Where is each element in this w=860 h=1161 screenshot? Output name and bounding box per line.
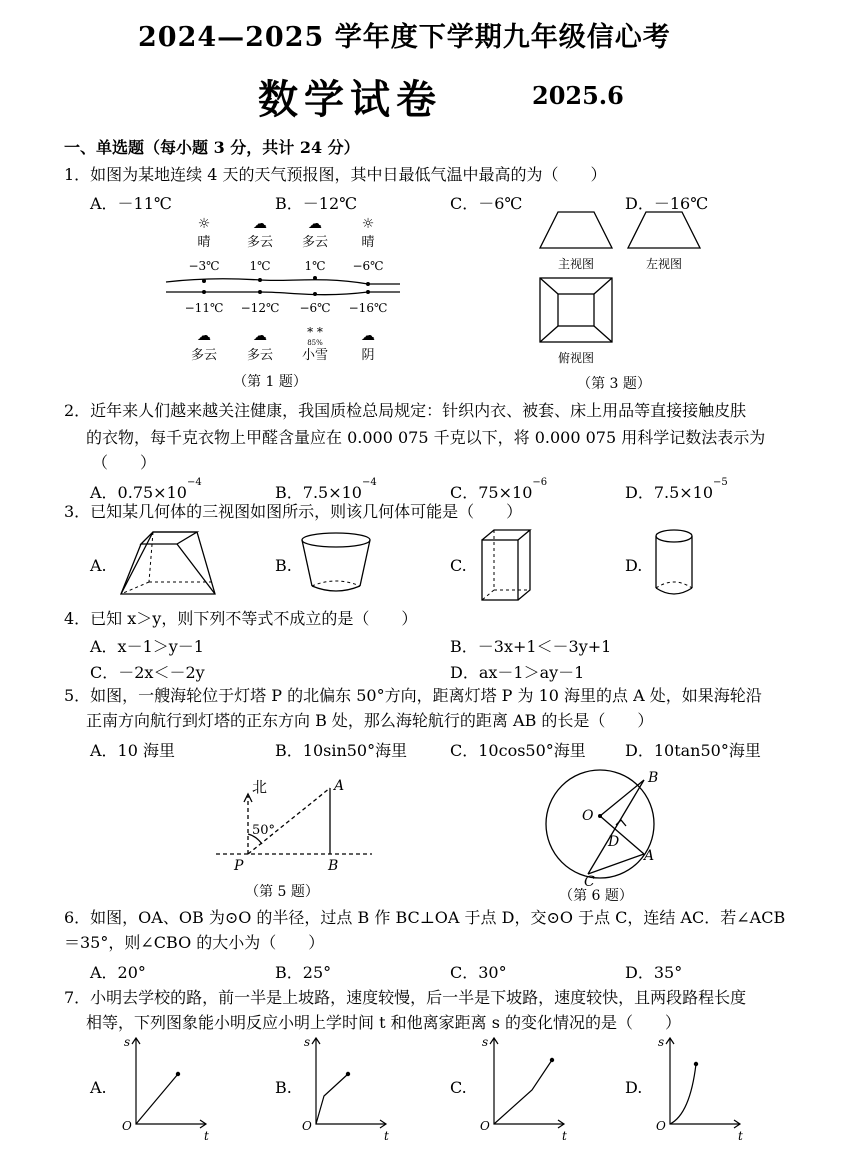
axis-t-label: t — [204, 1129, 209, 1143]
point-c-label: C — [584, 874, 595, 890]
weather-label: 多云 — [190, 348, 218, 363]
subject-title: 数学试卷 — [258, 76, 442, 123]
point-b-label: B — [648, 770, 659, 786]
q4-option-c: C．－2x＜－2y — [90, 663, 205, 682]
origin-label: O — [656, 1119, 666, 1133]
svg-text:☼: ☼ — [197, 216, 211, 232]
temp-dot — [258, 278, 262, 282]
figure-caption: （第 5 题） — [245, 884, 319, 900]
snow-icon: * * — [307, 325, 323, 339]
exam-title: 2024—2025 学年度下学期九年级信心考 — [138, 22, 671, 53]
q3-option-b: B. — [275, 556, 292, 575]
q1-option-d: D．－16℃ — [625, 194, 709, 213]
end-point — [694, 1062, 698, 1066]
q7-option-d: D. — [625, 1078, 643, 1097]
axis-t-label: t — [384, 1129, 389, 1143]
q5-option-b: B．10sin50°海里 — [275, 741, 408, 760]
figure-caption: （第 1 题） — [233, 374, 307, 390]
section-heading: 一、单选题（每小题 3 分，共计 24 分） — [64, 138, 360, 157]
q3-option-c: C. — [450, 556, 467, 575]
q7-graph-a — [116, 1034, 216, 1144]
q2-line2: 的衣物，每千克衣物上甲醛含量应在 0.000 075 千克以下，将 0.000 075 用科学记数法表示为 — [86, 428, 766, 447]
weather-label: 多云 — [246, 348, 274, 363]
top-view-shape — [540, 278, 612, 342]
point-p-label: P — [234, 858, 244, 874]
q3-option-d: D. — [625, 556, 643, 575]
low-temp-line — [166, 292, 400, 295]
low-temp: −12℃ — [240, 301, 280, 315]
exam-date: 2025.6 — [532, 81, 624, 110]
q4-option-b: B．－3x+1＜－3y+1 — [450, 637, 612, 656]
sun-icon — [198, 216, 211, 232]
q3-option-a: A. — [90, 556, 107, 575]
end-point — [550, 1058, 554, 1062]
low-temp: −6℃ — [299, 301, 331, 315]
point-a-label: A — [644, 848, 655, 864]
cuboid-solid — [478, 526, 538, 606]
weather-label: 多云 — [246, 235, 274, 250]
q6-figure — [530, 768, 680, 908]
q7-graph-d — [650, 1034, 750, 1144]
north-label: 北 — [252, 778, 268, 796]
q3-stem: 3．已知某几何体的三视图如图所示，则该几何体可能是（ ） — [64, 502, 523, 521]
point-b-label: B — [328, 858, 339, 874]
cloud-icon — [308, 216, 322, 232]
q3-views-figure — [530, 212, 730, 392]
weather-label: 晴 — [197, 235, 211, 250]
figure-caption: （第 6 题） — [559, 888, 633, 904]
q7-line1: 7．小明去学校的路，前一半是上坡路，速度较慢，后一半是下坡路，速度较快，且两段路程长度 — [64, 988, 747, 1007]
q1-stem: 1．如图为某地连续 4 天的天气预报图，其中日最低气温中最高的为（ ） — [64, 165, 607, 184]
frustum-solid — [115, 528, 225, 600]
high-temp: −3℃ — [188, 259, 220, 273]
figure-caption: （第 3 题） — [577, 376, 651, 392]
left-view-label: 左视图 — [645, 257, 683, 271]
q1-option-b: B．－12℃ — [275, 194, 358, 213]
temp-dot — [366, 282, 370, 286]
origin-label: O — [480, 1119, 490, 1133]
q5-figure — [212, 772, 382, 902]
temp-dot — [313, 292, 317, 296]
top-view-label: 俯视图 — [557, 351, 595, 365]
q7-option-a: A. — [90, 1078, 107, 1097]
weather-label: 小雪 — [301, 348, 329, 363]
left-view-shape — [628, 212, 700, 248]
low-temp: −16℃ — [348, 301, 388, 315]
q4-option-d: D．ax－1＞ay－1 — [450, 663, 585, 682]
q6-option-b: B．25° — [275, 963, 332, 982]
cylinder-solid — [652, 526, 702, 606]
svg-text:☁: ☁ — [253, 216, 267, 232]
q6-line1: 6．如图，OA、OB 为⊙O 的半径，过点 B 作 BC⊥OA 于点 D，交⊙O 于点 C，连结 AC．若∠ACB — [64, 908, 786, 927]
sun-icon — [362, 216, 375, 232]
q7-line2: 相等，下列图象能小明反应小明上学时间 t 和他离家距离 s 的变化情况的是（ ） — [86, 1013, 681, 1032]
temp-dot — [366, 290, 370, 294]
low-temp: −11℃ — [184, 301, 224, 315]
q7-graph-b — [296, 1034, 396, 1144]
point-o-label: O — [582, 808, 594, 824]
q4-option-a: A．x－1＞y－1 — [90, 637, 204, 656]
front-view-shape — [540, 212, 612, 248]
overcast-icon: ☁ — [361, 328, 375, 344]
high-temp: 1℃ — [249, 259, 271, 273]
origin-label: O — [302, 1119, 312, 1133]
q1-option-a: A．－11℃ — [90, 194, 172, 213]
q5-option-d: D．10tan50°海里 — [625, 741, 761, 760]
weather-label: 晴 — [361, 235, 375, 250]
q2-option-a: A．$0.75\times 10^{-4}$ — [90, 477, 202, 502]
q2-option-c: C．$75\times 10^{-6}$ — [450, 477, 548, 502]
q6-option-a: A．20° — [90, 963, 146, 982]
weather-label: 多云 — [301, 235, 329, 250]
q4-stem: 4．已知 x＞y，则下列不等式不成立的是（ ） — [64, 609, 418, 628]
q7-option-b: B. — [275, 1078, 292, 1097]
q2-option-d: D．$7.5\times 10^{-5}$ — [625, 477, 728, 502]
high-temp: 1℃ — [304, 259, 326, 273]
svg-text:☼: ☼ — [361, 216, 375, 232]
temp-dot — [313, 276, 317, 280]
front-view-label: 主视图 — [557, 257, 595, 271]
q1-weather-figure — [160, 212, 410, 392]
svg-text:☁: ☁ — [308, 216, 322, 232]
q5-option-c: C．10cos50°海里 — [450, 741, 586, 760]
cloud-icon: ☁ — [253, 328, 267, 344]
q7-graph-c — [474, 1034, 574, 1144]
axis-s-label: s — [658, 1035, 665, 1049]
snow-percent: 85% — [307, 339, 323, 347]
circle-o — [546, 770, 654, 878]
q7-option-c: C. — [450, 1078, 467, 1097]
axis-s-label: s — [124, 1035, 131, 1049]
q6-option-c: C．30° — [450, 963, 507, 982]
q5-line1: 5．如图，一艘海轮位于灯塔 P 的北偏东 50°方向，距离灯塔 P 为 10 海里的点 A 处，如果海轮沿 — [64, 686, 762, 705]
angle-label: 50° — [252, 823, 276, 838]
q6-option-d: D．35° — [625, 963, 683, 982]
cup-solid — [298, 530, 378, 600]
end-point — [346, 1072, 350, 1076]
q2-line3: （ ） — [92, 453, 157, 472]
q1-option-c: C．－6℃ — [450, 194, 523, 213]
point-d-label: D — [608, 834, 620, 850]
axis-s-label: s — [482, 1035, 489, 1049]
origin-label: O — [122, 1119, 132, 1133]
axis-t-label: t — [738, 1129, 743, 1143]
temp-dot — [258, 290, 262, 294]
axis-t-label: t — [562, 1129, 567, 1143]
weather-label: 阴 — [361, 348, 375, 363]
cloud-icon: ☁ — [197, 328, 211, 344]
q2-line1: 2．近年来人们越来越关注健康，我国质检总局规定：针织内衣、被套、床上用品等直接接触皮肤 — [64, 401, 747, 420]
q5-line2: 正南方向航行到灯塔的正东方向 B 处，那么海轮航行的距离 AB 的长是（ ） — [86, 711, 654, 730]
axis-s-label: s — [304, 1035, 311, 1049]
high-temp: −6℃ — [352, 259, 384, 273]
high-temp-line — [166, 279, 400, 284]
point-a-label: A — [334, 778, 345, 794]
q5-option-a: A．10 海里 — [90, 741, 176, 760]
temp-dot — [202, 290, 206, 294]
q2-option-b: B．$7.5\times 10^{-4}$ — [275, 477, 377, 502]
center-dot — [598, 814, 602, 818]
temp-dot — [202, 279, 206, 283]
cloud-icon — [253, 216, 267, 232]
end-point — [176, 1072, 180, 1076]
q6-line2: ＝35°，则∠CBO 的大小为（ ） — [64, 933, 325, 952]
